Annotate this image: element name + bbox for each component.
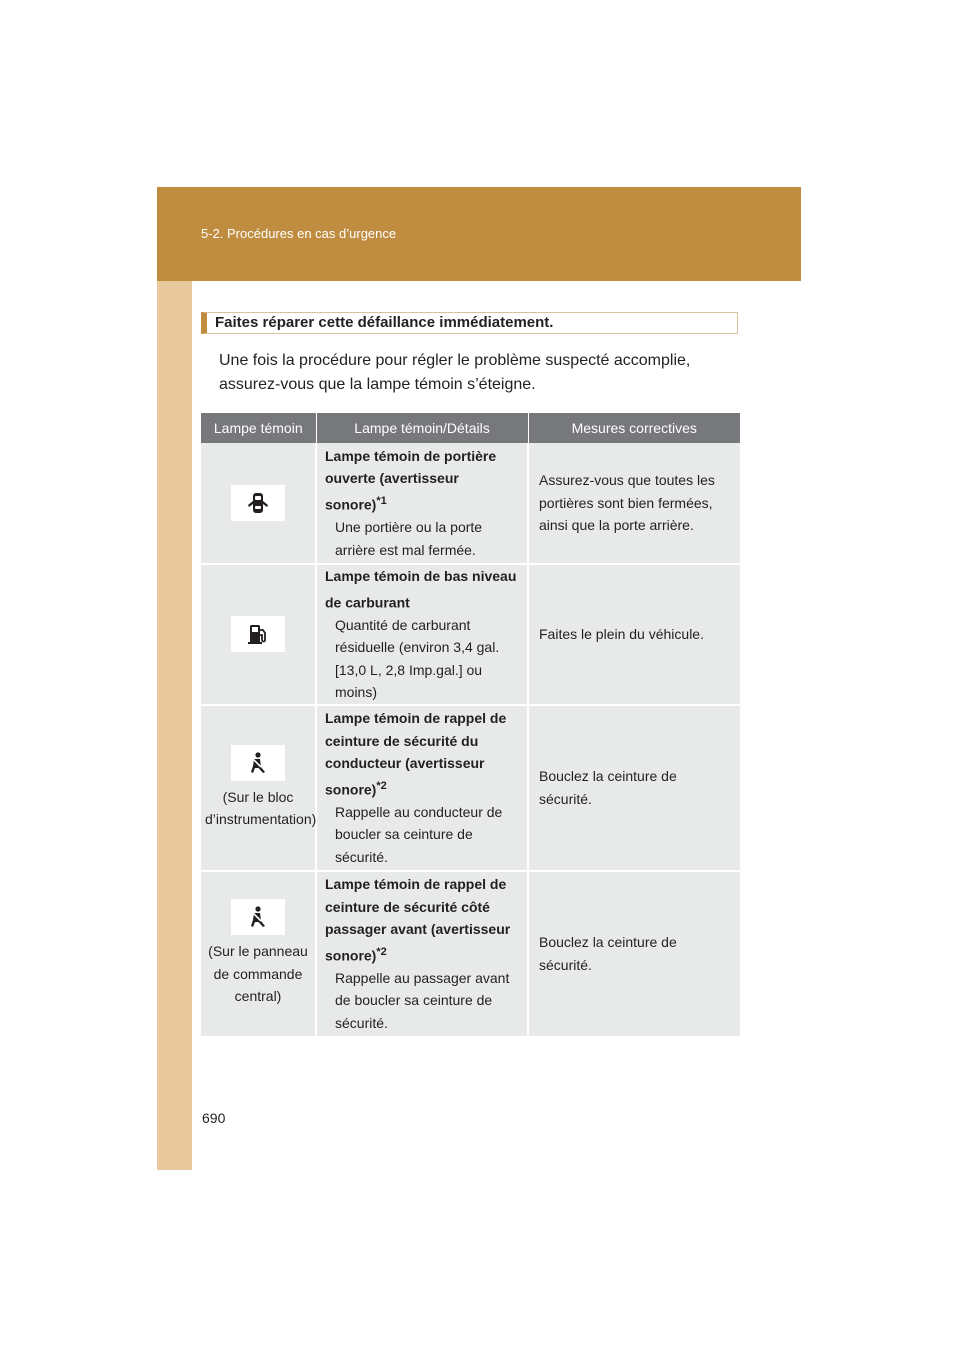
indicator-location: (Sur le bloc d’instrumentation) [205,788,317,828]
light-detail: Rappelle au passager avant de boucler sa ceinture de sécurité. [335,969,510,1031]
light-name: Lampe témoin de bas niveau de carburant [325,568,517,611]
footnote-mark: *1 [376,494,387,507]
light-name: Lampe témoin de rappel de ceinture de sécurité du conducteur (avertisseur sonore) [325,710,507,798]
indicator-cell [201,564,316,705]
table-row [201,564,740,705]
corrective-action: Bouclez la ceinture de sécurité. [528,871,740,1037]
light-name: Lampe témoin de portière ouverte (avertisseur sonore) [325,447,497,513]
footnote-mark: *2 [376,945,387,958]
warning-light-table [201,413,740,1038]
page-number: 690 [202,1110,226,1126]
seatbelt-icon [231,899,285,935]
warning-title: Faites réparer cette défaillance immédiatement. [215,314,554,331]
light-detail: Rappelle au conducteur de boucler sa ceinture de sécurité. [335,803,503,865]
detail-cell [316,443,528,564]
seatbelt-icon [231,745,285,781]
table-header-row [201,413,740,443]
corrective-action: Faites le plein du véhicule. [528,564,740,705]
column-header: Mesures correctives [528,413,740,443]
fuel-pump-icon [231,616,285,652]
table-row [201,705,740,871]
detail-cell [316,871,528,1037]
indicator-cell [201,705,316,871]
corrective-action: Assurez-vous que toutes les portières sont bien fermées, ainsi que la porte arrière. [528,443,740,564]
indicator-cell [201,871,316,1037]
light-detail: Quantité de carburant résiduelle (environ 3,4 gal. [13,0 L, 2,8 Imp.gal.] ou moins) [335,616,500,701]
indicator-cell [201,443,316,564]
column-header: Lampe témoin/Détails [316,413,528,443]
column-header: Lampe témoin [201,413,316,443]
door-open-icon [231,485,285,521]
warning-text: Une fois la procédure pour régler le problème suspecté accomplie, assurez-vous que la lampe témoin s’éteigne. [219,352,691,393]
section-title: 5-2. Procédures en cas d’urgence [201,226,397,241]
detail-cell [316,705,528,871]
indicator-location: (Sur le panneau de commande central) [208,943,308,1005]
table-row [201,871,740,1037]
light-detail: Une portière ou la porte arrière est mal fermée. [335,519,483,558]
corrective-action: Bouclez la ceinture de sécurité. [528,705,740,871]
table-row [201,443,740,564]
light-name: Lampe témoin de rappel de ceinture de sécurité côté passager avant (avertisseur sonore) [325,876,511,964]
side-band [157,281,192,1170]
detail-cell [316,564,528,705]
footnote-mark: *2 [376,779,387,792]
